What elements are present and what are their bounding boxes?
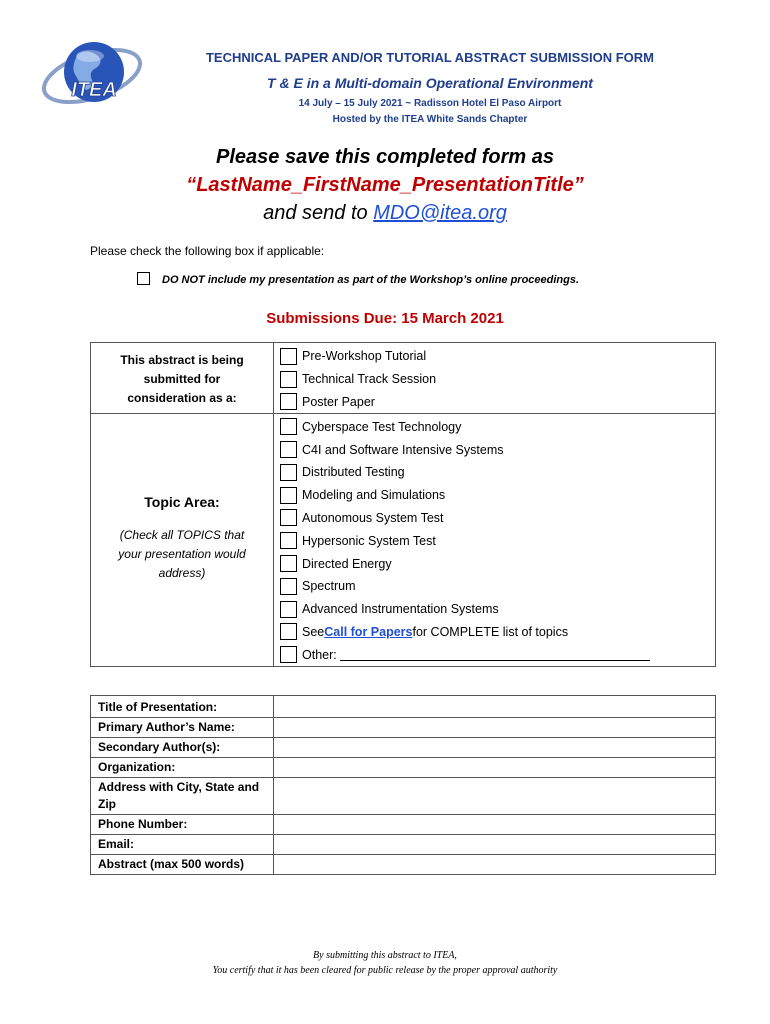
field-label: Email: [91, 835, 274, 855]
checkbox[interactable] [280, 555, 297, 572]
checkbox[interactable] [280, 487, 297, 504]
topic-option[interactable]: C4I and Software Intensive Systems [274, 438, 715, 461]
checkbox[interactable] [280, 646, 297, 663]
event-host: Hosted by the ITEA White Sands Chapter [332, 114, 528, 125]
option-poster-paper[interactable]: Poster Paper [274, 391, 715, 414]
submission-label-cell [91, 343, 274, 414]
checkbox[interactable] [280, 348, 297, 365]
organization-input[interactable] [274, 758, 716, 778]
option-technical-track-session[interactable]: Technical Track Session [274, 368, 715, 391]
topic-area-title: Topic Area: [144, 494, 220, 511]
field-label: Address with City, State and Zip [91, 778, 274, 815]
event-dates: 14 July – 15 July 2021 ~ Radisson Hotel El Paso Airport [298, 98, 562, 109]
submission-options-cell [274, 343, 716, 414]
event-title: T & E in a Multi-domain Operational Environment [267, 75, 593, 91]
checkbox[interactable] [280, 393, 297, 410]
email-link[interactable]: MDO@itea.org [373, 202, 507, 224]
submission-type-table [90, 342, 716, 667]
abstract-input[interactable] [274, 855, 716, 875]
checkbox[interactable] [280, 578, 297, 595]
topic-option[interactable]: Cyberspace Test Technology [274, 415, 715, 438]
presentation-details-table [90, 695, 716, 875]
call-for-papers-link[interactable]: Call for Papers [324, 624, 413, 639]
checkbox[interactable] [280, 464, 297, 481]
field-label: Title of Presentation: [91, 696, 274, 718]
title-input[interactable] [274, 696, 716, 718]
topic-option[interactable]: Autonomous System Test [274, 507, 715, 530]
primary-author-input[interactable] [274, 718, 716, 738]
topic-see-call-for-papers: See Call for Papers for COMPLETE list of topics [274, 621, 715, 644]
proceedings-optout-checkbox[interactable] [137, 272, 150, 285]
topic-option[interactable]: Directed Energy [274, 552, 715, 575]
field-label: Primary Author’s Name: [91, 718, 274, 738]
topic-options-cell [274, 414, 716, 667]
form-title: TECHNICAL PAPER AND/OR TUTORIAL ABSTRACT SUBMISSION FORM [205, 50, 655, 65]
field-label: Abstract (max 500 words) [91, 855, 274, 875]
save-instruction: Please save this completed form as [216, 146, 554, 168]
address-input[interactable] [274, 778, 716, 815]
proceedings-optout [137, 272, 579, 286]
submission-label: This abstract is being submitted for consideration as a: [120, 353, 244, 405]
field-label: Secondary Author(s): [91, 738, 274, 758]
filename-format: “LastName_FirstName_PresentationTitle” [186, 174, 584, 196]
checkbox[interactable] [280, 441, 297, 458]
footer-line-1: By submitting this abstract to ITEA, [313, 950, 457, 961]
option-pre-workshop-tutorial[interactable]: Pre-Workshop Tutorial [274, 345, 715, 368]
field-label: Phone Number: [91, 815, 274, 835]
checkbox[interactable] [280, 623, 297, 640]
itea-logo [40, 36, 148, 110]
topic-other: Other: [274, 643, 715, 666]
send-instruction: and send to MDO@itea.org [263, 202, 507, 224]
svg-text:ITEA: ITEA [71, 79, 117, 101]
checkbox[interactable] [280, 371, 297, 388]
phone-input[interactable] [274, 815, 716, 835]
topic-option[interactable]: Spectrum [274, 575, 715, 598]
checkbox[interactable] [280, 418, 297, 435]
checkbox[interactable] [280, 509, 297, 526]
topic-option[interactable]: Modeling and Simulations [274, 484, 715, 507]
topic-label-cell [91, 414, 274, 667]
footer-line-2: You certify that it has been cleared for public release by the proper approval authority [212, 965, 558, 976]
submission-deadline: Submissions Due: 15 March 2021 [266, 310, 504, 327]
topic-option[interactable]: Distributed Testing [274, 461, 715, 484]
proceedings-optout-label: DO NOT include my presentation as part of the Workshop’s online proceedings. [162, 274, 580, 286]
topic-option[interactable]: Advanced Instrumentation Systems [274, 598, 715, 621]
secondary-authors-input[interactable] [274, 738, 716, 758]
field-label: Organization: [91, 758, 274, 778]
topic-option[interactable]: Hypersonic System Test [274, 529, 715, 552]
other-topic-input[interactable] [340, 648, 650, 661]
checkbox[interactable] [280, 532, 297, 549]
checkbox[interactable] [280, 601, 297, 618]
check-prompt: Please check the following box if applicable: [90, 244, 325, 258]
topic-area-note: (Check all TOPICS that your presentation would address) [118, 528, 246, 581]
email-input[interactable] [274, 835, 716, 855]
